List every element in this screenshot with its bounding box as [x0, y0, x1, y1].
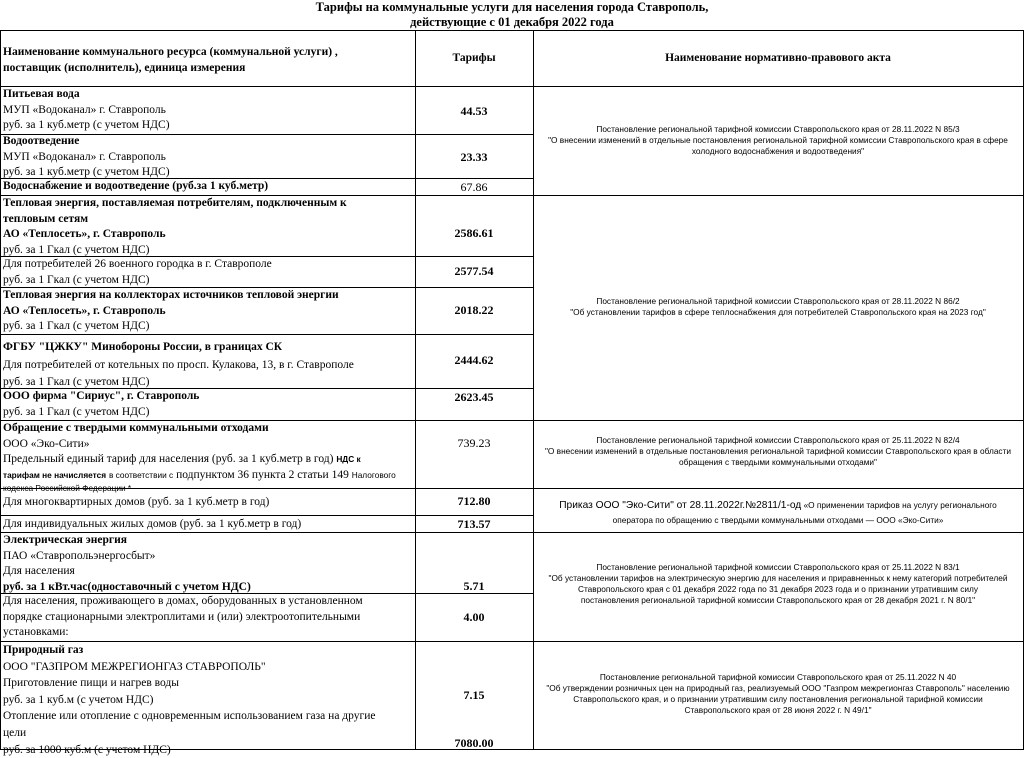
heat-network-title-2: тепловым сетям	[3, 212, 89, 225]
electric-stove-line-1: Для населения, проживающего в домах, оборудованных в установленном	[3, 595, 363, 607]
heat-network-unit: руб. за 1 Гкал (с учетом НДС)	[3, 243, 150, 256]
water-act-line-3: холодного водоснабжения и водоотведения"	[691, 146, 865, 156]
heat-military-block	[0, 257, 415, 288]
waste-line-1	[3, 452, 415, 468]
electric-title: Электрическая энергия	[3, 534, 127, 546]
waste-line-2-small: в соответствии с	[108, 469, 174, 480]
header-act: Наименование нормативно-правового акта	[665, 52, 891, 64]
waste-act-line-2: "О внесении изменений в отдельные постановления региональной тарифной комиссии Ставропольского края в области	[544, 446, 1012, 456]
heat-defense-line: Для потребителей от котельных по просп. Кулакова, 13, в г. Ставрополе	[3, 359, 354, 371]
gas-cooking-tariff: 7.15	[463, 688, 485, 702]
waste-act	[533, 435, 1023, 468]
heat-network-supplier: АО «Теплосеть», г. Ставрополь	[3, 228, 166, 241]
waste-house-label: Для индивидуальных жилых домов (руб. за 1 куб.метр в год)	[3, 518, 302, 530]
gas-act-line-2: "Об утверждении розничных цен на природный газ, реализуемый ООО "Газпром межрегионгаз Ставрополь" населению	[546, 683, 1010, 693]
sewerage-unit: руб. за 1 куб.метр (с учетом НДС)	[3, 166, 170, 179]
heat-collector-block	[0, 288, 415, 335]
water-total-tariff: 67.86	[460, 180, 488, 194]
heat-collector-tariff: 2018.22	[454, 303, 494, 317]
gas-heating-unit: руб. за 1000 куб.м (с учетом НДС)	[3, 743, 171, 756]
waste-apartment-label: Для многоквартирных домов (руб. за 1 куб.метр в год)	[3, 496, 270, 508]
waste-order	[533, 498, 1023, 527]
gas-heating-tariff: 7080.00	[454, 736, 494, 750]
water-act	[533, 124, 1023, 157]
waste-supplier: ООО «Эко-Сити»	[3, 437, 90, 450]
heat-collector-title: Тепловая энергия на коллекторах источников тепловой энергии	[3, 289, 339, 301]
electric-stove-line-2: порядке стационарными электроплитами и (или) электроотопительными	[3, 610, 361, 623]
electric-stove-block	[0, 594, 415, 641]
waste-line-2-bold: тарифам не начисляется	[3, 469, 107, 480]
electric-stove-line-3: установками:	[3, 626, 69, 639]
electric-act-line-1: Постановление региональной тарифной комиссии Ставропольского края от 25.11.2022 N 83/1	[596, 562, 960, 572]
sewerage-supplier: МУП «Водоканал» г. Ставрополь	[3, 150, 166, 163]
heat-network-title-1: Тепловая энергия, поставляемая потребителям, подключенным к	[3, 197, 347, 209]
heat-sirius-title: ООО фирма "Сириус", г. Ставрополь	[3, 390, 200, 402]
gas-act	[533, 672, 1023, 716]
water-act-line-2: "О внесении изменений в отдельные постановления региональной тарифной комиссии Ставропольского края в сфере	[548, 135, 1008, 145]
waste-act-line-3: обращения с твердыми коммунальными отходами"	[678, 457, 877, 467]
waste-title: Обращение с твердыми коммунальными отходами	[3, 422, 269, 434]
heat-act-line-2: "Об установлении тарифов в сфере теплоснабжения для потребителей Ставропольского края на 2023 год"	[570, 307, 986, 317]
heat-sirius-tariff: 2623.45	[454, 390, 494, 404]
electric-act-line-2: "Об установлении тарифов на электрическую энергию для населения и приравненных к нему категорий потребителей	[548, 573, 1008, 583]
gas-title: Природный газ	[3, 644, 84, 656]
tariff-table	[0, 30, 1024, 756]
waste-order-main: Приказ ООО "Эко-Сити" от 28.11.2022г.№2811/1-од	[559, 500, 802, 511]
sewerage-block	[0, 134, 415, 181]
gas-cooking: Приготовление пищи и нагрев воды	[3, 677, 179, 690]
title-line-1: Тарифы на коммунальные услуги для населения города Ставрополь,	[315, 0, 709, 14]
waste-act-line-1: Постановление региональной тарифной комиссии Ставропольского края от 25.11.2022 N 82/4	[596, 435, 960, 445]
header-tariffs: Тарифы	[452, 52, 496, 64]
waste-house-tariff: 713.57	[457, 517, 491, 531]
electric-unit: руб. за 1 кВт.час(одноставочный с учетом НДС)	[3, 580, 251, 593]
electric-act-line-3: Ставропольского края с 01 декабря 2022 года по 31 декабря 2023 года и о признании утратившим силу	[577, 584, 979, 594]
heat-defense-block	[0, 339, 415, 391]
electric-tariff: 5.71	[463, 579, 485, 593]
gas-act-line-3: Ставропольского края, и о признании утратившим силу постановления региональной тарифной комиссии	[573, 694, 983, 704]
title-line-2: действующие с 01 декабря 2022 года	[410, 15, 614, 29]
heat-defense-tariff: 2444.62	[454, 353, 494, 367]
page-title	[0, 0, 1024, 30]
gas-cooking-unit: руб. за 1 куб.м (с учетом НДС)	[3, 693, 154, 706]
gas-heating-line-1: Отопление или отопление с одновременным использованием газа на другие	[3, 710, 376, 723]
heat-military-tariff: 2577.54	[454, 264, 494, 278]
waste-line-3: кодекса Российской Федерации *	[3, 483, 132, 494]
heat-military-title: Для потребителей 26 военного городка в г. Ставрополе	[3, 258, 272, 270]
gas-act-line-4: Ставропольского края от 28 июня 2022 г. N 49/1"	[684, 705, 872, 715]
waste-nds-bold: НДС к	[336, 454, 361, 465]
waste-apartment-tariff: 712.80	[457, 494, 491, 508]
header-resource	[3, 44, 413, 76]
heat-act-line-1: Постановление региональной тарифной комиссии Ставропольского края от 28.11.2022 N 86/2	[596, 296, 960, 306]
waste-order-line-1	[537, 498, 1019, 513]
waste-line-2-serif: подпунктом 36 пункта 2 статьи 149	[176, 468, 349, 481]
heat-collector-unit: руб. за 1 Гкал (с учетом НДС)	[3, 320, 150, 333]
heat-network-block	[0, 196, 415, 258]
sewerage-tariff: 23.33	[460, 150, 488, 164]
grid-line	[0, 515, 533, 516]
water-total-label: Водоснабжение и водоотведение (руб.за 1 куб.метр)	[3, 180, 269, 192]
waste-block	[0, 421, 415, 494]
grid-line	[0, 30, 1024, 31]
gas-act-line-1: Постановление региональной тарифной комиссии Ставропольского края от 25.11.2022 N 40	[599, 672, 957, 682]
gas-block	[0, 642, 415, 758]
sewerage-title: Водоотведение	[3, 135, 80, 147]
drinking-water-block	[0, 87, 415, 134]
waste-order-line-2: оператора по обращению с твердыми коммунальными отходами — ООО «Эко-Сити»	[612, 515, 944, 525]
heat-act	[533, 296, 1023, 318]
gas-supplier: ООО "ГАЗПРОМ МЕЖРЕГИОНГАЗ СТАВРОПОЛЬ"	[3, 660, 266, 673]
waste-line-2-tail: Налогового	[351, 469, 396, 480]
water-act-line-1: Постановление региональной тарифной комиссии Ставропольского края от 28.11.2022 N 85/3	[596, 124, 960, 134]
drinking-water-supplier: МУП «Водоканал» г. Ставрополь	[3, 103, 166, 116]
electric-supplier: ПАО «Ставропольэнергосбыт»	[3, 549, 156, 562]
heat-defense-unit: руб. за 1 Гкал (с учетом НДС)	[3, 376, 150, 388]
drinking-water-tariff: 44.53	[460, 104, 488, 118]
electric-block	[0, 533, 415, 595]
gas-heating-line-2: цели	[3, 726, 27, 739]
header-resource-line-2: поставщик (исполнитель), единица измерения	[3, 62, 246, 74]
heat-network-tariff: 2586.61	[454, 226, 494, 240]
heat-military-unit: руб. за 1 Гкал (с учетом НДС)	[3, 273, 150, 286]
drinking-water-title: Питьевая вода	[3, 88, 80, 100]
header-resource-line-1: Наименование коммунального ресурса (коммунальной услуги) ,	[3, 46, 338, 58]
electric-for-population: Для населения	[3, 565, 75, 578]
waste-order-tail: «О применении тарифов на услугу регионального	[803, 500, 997, 510]
waste-line-2	[3, 468, 415, 484]
heat-sirius-block	[0, 389, 415, 420]
heat-defense-title: ФГБУ "ЦЖКУ" Минобороны России, в границах СК	[3, 341, 283, 353]
electric-act	[533, 562, 1023, 606]
electric-stove-tariff: 4.00	[463, 610, 485, 624]
heat-sirius-unit: руб. за 1 Гкал (с учетом НДС)	[3, 405, 150, 418]
heat-collector-supplier: АО «Теплосеть», г. Ставрополь	[3, 304, 166, 317]
waste-tariff: 739.23	[457, 436, 491, 450]
drinking-water-unit: руб. за 1 куб.метр (с учетом НДС)	[3, 119, 170, 132]
waste-line-1-text: Предельный единый тариф для населения (руб. за 1 куб.метр в год)	[3, 453, 334, 466]
electric-act-line-4: постановления региональной тарифной комиссии Ставропольского края от 28 декабря 2021 г. N 80/1"	[580, 595, 976, 605]
